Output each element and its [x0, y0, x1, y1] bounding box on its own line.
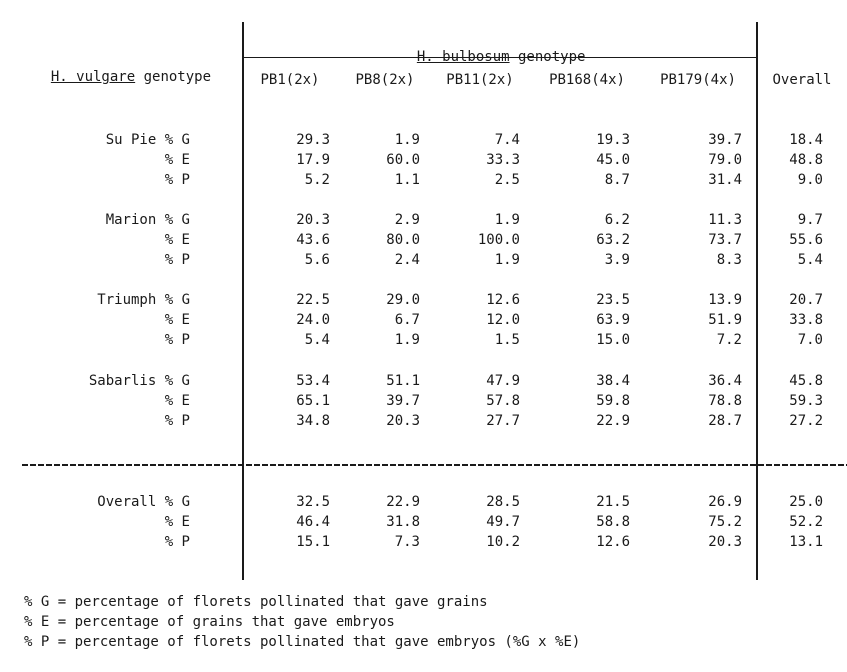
- table-cell: 79.0: [708, 152, 742, 168]
- row-label-metric: % P: [164, 252, 190, 268]
- table-cell: 23.5: [596, 292, 630, 308]
- table-cell: 9.7: [797, 212, 823, 228]
- table-cell: 6.2: [604, 212, 630, 228]
- table-cell: 33.8: [789, 312, 823, 328]
- table-cell: 20.3: [708, 534, 742, 550]
- row-label-metric: % P: [164, 534, 190, 550]
- table-cell: 12.0: [486, 312, 520, 328]
- table-cell: 2.4: [394, 252, 420, 268]
- footnote-line: % P = percentage of florets pollinated that gave embryos (%G x %E): [24, 634, 581, 650]
- table-cell: 24.0: [296, 312, 330, 328]
- table-cell: 36.4: [708, 373, 742, 389]
- row-label-metric: % P: [164, 172, 190, 188]
- table-cell: 51.9: [708, 312, 742, 328]
- row-label-metric: % E: [164, 232, 190, 248]
- table-cell: 15.0: [596, 332, 630, 348]
- table-cell: 1.9: [494, 212, 520, 228]
- table-cell: 52.2: [789, 514, 823, 530]
- table-cell: 21.5: [596, 494, 630, 510]
- overall-separator: [22, 464, 847, 466]
- row-label-metric: % P: [164, 332, 190, 348]
- row-label-title-species: H. vulgare: [50, 69, 136, 85]
- column-header: PB179(4x): [660, 72, 736, 88]
- table-cell: 15.1: [296, 534, 330, 550]
- row-label-title-suffix: genotype: [135, 69, 212, 85]
- table-cell: 22.9: [596, 413, 630, 429]
- table-cell: 7.0: [797, 332, 823, 348]
- table-cell: 20.3: [386, 413, 420, 429]
- row-label-metric: % E: [164, 514, 190, 530]
- table-cell: 63.9: [596, 312, 630, 328]
- table-cell: 29.3: [296, 132, 330, 148]
- table-cell: 31.8: [386, 514, 420, 530]
- table-cell: 73.7: [708, 232, 742, 248]
- table-cell: 1.9: [394, 332, 420, 348]
- table-cell: 6.7: [394, 312, 420, 328]
- table-cell: 26.9: [708, 494, 742, 510]
- footnote-line: % G = percentage of florets pollinated that gave grains: [24, 594, 488, 610]
- table-cell: 57.8: [486, 393, 520, 409]
- table-cell: 49.7: [486, 514, 520, 530]
- table-cell: 65.1: [296, 393, 330, 409]
- row-label-genotype: Marion % G: [105, 212, 190, 228]
- table-cell: 5.2: [304, 172, 330, 188]
- table-cell: 8.3: [716, 252, 742, 268]
- table-cell: 19.3: [596, 132, 630, 148]
- table-cell: 11.3: [708, 212, 742, 228]
- table-cell: 39.7: [386, 393, 420, 409]
- table-cell: 55.6: [789, 232, 823, 248]
- footnote-line: % E = percentage of grains that gave embryos: [24, 614, 395, 630]
- table-cell: 1.9: [494, 252, 520, 268]
- table-cell: 32.5: [296, 494, 330, 510]
- table-cell: 9.0: [797, 172, 823, 188]
- table-cell: 13.9: [708, 292, 742, 308]
- table-cell: 33.3: [486, 152, 520, 168]
- table-cell: 27.7: [486, 413, 520, 429]
- table-cell: 58.8: [596, 514, 630, 530]
- table-cell: 22.9: [386, 494, 420, 510]
- column-group-title-suffix: genotype: [509, 49, 586, 65]
- row-label-genotype: Sabarlis % G: [88, 373, 190, 389]
- table-cell: 48.8: [789, 152, 823, 168]
- table-cell: 80.0: [386, 232, 420, 248]
- column-header: PB168(4x): [549, 72, 625, 88]
- row-label-metric: % E: [164, 312, 190, 328]
- row-label-metric: % E: [164, 152, 190, 168]
- table-cell: 5.6: [304, 252, 330, 268]
- table-cell: 59.3: [789, 393, 823, 409]
- row-label-genotype: Triumph % G: [97, 292, 190, 308]
- table-cell: 59.8: [596, 393, 630, 409]
- table-cell: 18.4: [789, 132, 823, 148]
- column-header: PB1(2x): [260, 72, 320, 88]
- column-header: Overall: [772, 72, 832, 88]
- row-label-title: [34, 53, 211, 85]
- row-label-genotype: Overall % G: [97, 494, 190, 510]
- table-cell: 7.4: [494, 132, 520, 148]
- table-cell: 60.0: [386, 152, 420, 168]
- table-cell: 28.7: [708, 413, 742, 429]
- table-cell: 29.0: [386, 292, 420, 308]
- row-label-metric: % E: [164, 393, 190, 409]
- table-cell: 100.0: [477, 232, 520, 248]
- table-cell: 10.2: [486, 534, 520, 550]
- table-cell: 12.6: [596, 534, 630, 550]
- table-cell: 5.4: [304, 332, 330, 348]
- column-header: PB8(2x): [355, 72, 415, 88]
- table-cell: 5.4: [797, 252, 823, 268]
- table-cell: 45.8: [789, 373, 823, 389]
- table-cell: 2.5: [494, 172, 520, 188]
- table-cell: 27.2: [789, 413, 823, 429]
- table-cell: 78.8: [708, 393, 742, 409]
- column-group-title-species: H. bulbosum: [416, 49, 510, 65]
- column-group-title: [400, 33, 585, 65]
- table-cell: 43.6: [296, 232, 330, 248]
- table-cell: 39.7: [708, 132, 742, 148]
- table-cell: 45.0: [596, 152, 630, 168]
- table-cell: 8.7: [604, 172, 630, 188]
- table-cell: 7.3: [394, 534, 420, 550]
- table-cell: 46.4: [296, 514, 330, 530]
- table-cell: 12.6: [486, 292, 520, 308]
- column-header: PB11(2x): [446, 72, 514, 88]
- table-cell: 7.2: [716, 332, 742, 348]
- table-cell: 3.9: [604, 252, 630, 268]
- table-cell: 51.1: [386, 373, 420, 389]
- table-cell: 25.0: [789, 494, 823, 510]
- table-cell: 28.5: [486, 494, 520, 510]
- table-cell: 75.2: [708, 514, 742, 530]
- table-cell: 17.9: [296, 152, 330, 168]
- column-divider-left: [242, 22, 244, 580]
- row-label-metric: % P: [164, 413, 190, 429]
- table-cell: 1.9: [394, 132, 420, 148]
- table-cell: 20.3: [296, 212, 330, 228]
- table-cell: 53.4: [296, 373, 330, 389]
- table-cell: 13.1: [789, 534, 823, 550]
- table-cell: 47.9: [486, 373, 520, 389]
- table-cell: 1.1: [394, 172, 420, 188]
- table-cell: 31.4: [708, 172, 742, 188]
- row-label-genotype: Su Pie % G: [105, 132, 190, 148]
- table-cell: 1.5: [494, 332, 520, 348]
- table-cell: 20.7: [789, 292, 823, 308]
- table-cell: 22.5: [296, 292, 330, 308]
- table-cell: 38.4: [596, 373, 630, 389]
- table-cell: 34.8: [296, 413, 330, 429]
- table-cell: 63.2: [596, 232, 630, 248]
- table-cell: 2.9: [394, 212, 420, 228]
